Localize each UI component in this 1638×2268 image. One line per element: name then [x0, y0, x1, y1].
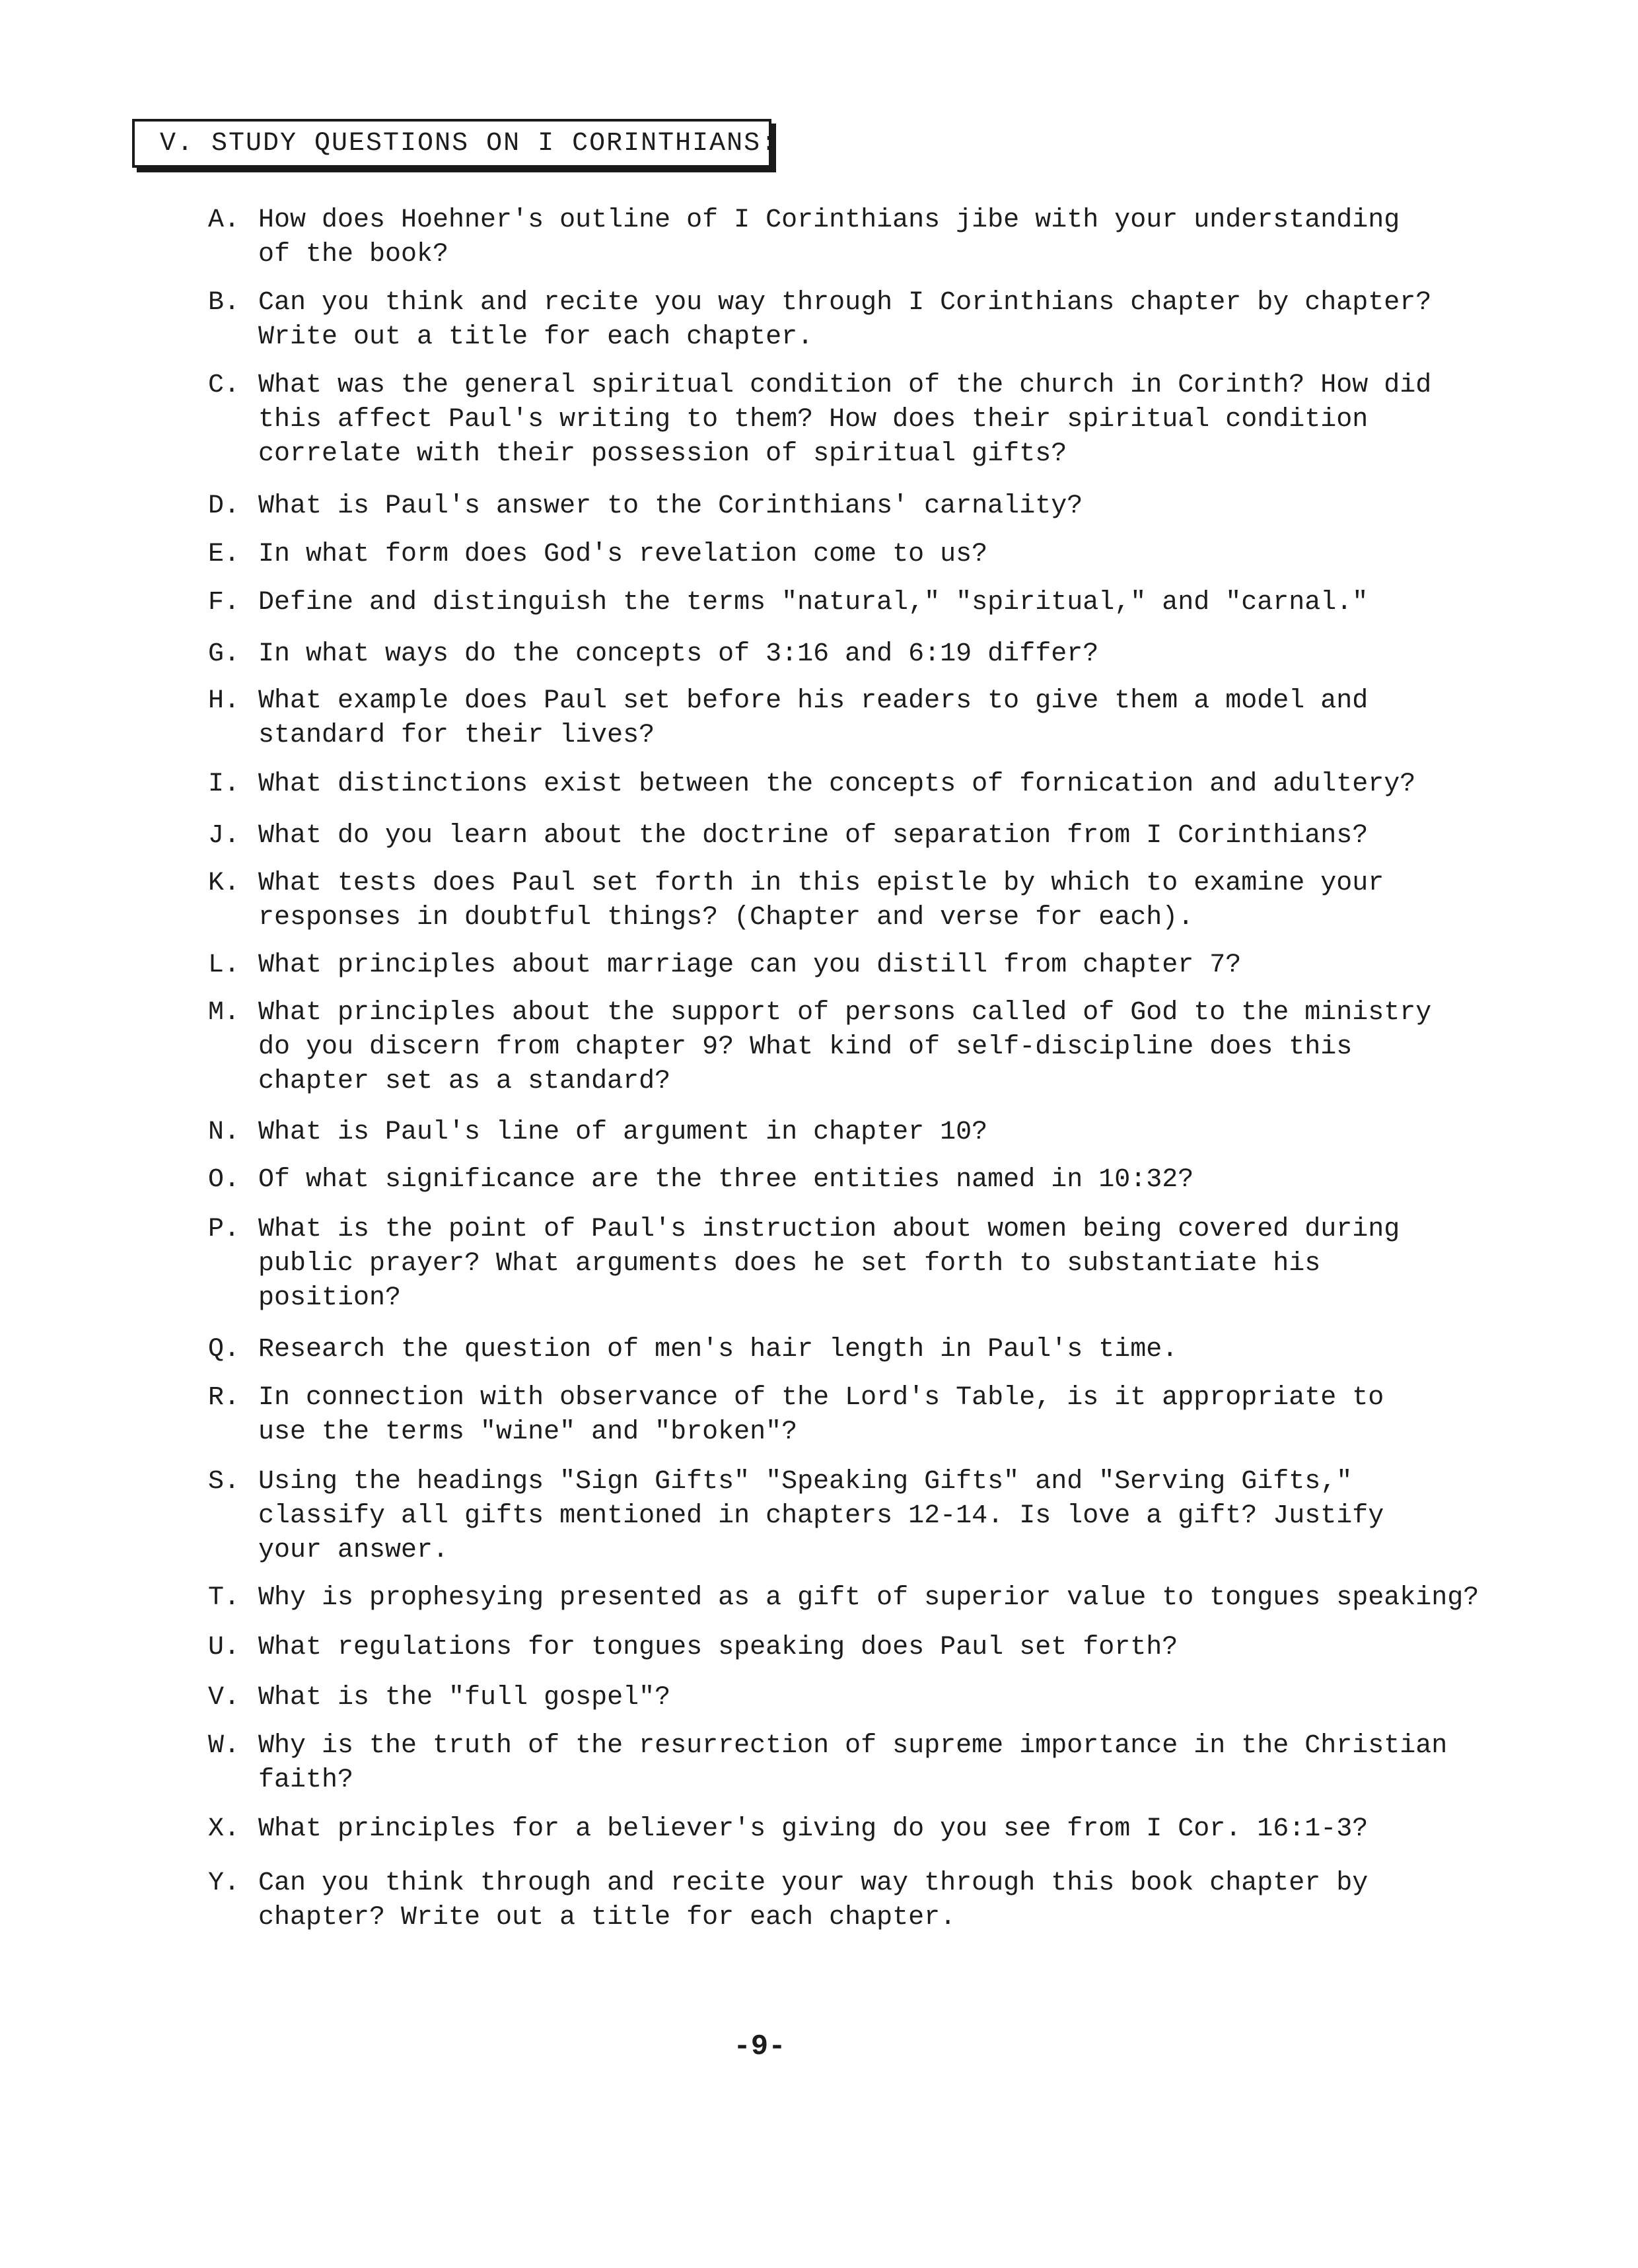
question-letter: X.	[208, 1814, 240, 1844]
question-text: In what ways do the concepts of 3:16 and 6:19 differ?	[258, 639, 1099, 669]
question-letter: H.	[208, 686, 240, 716]
question-text: What regulations for tongues speaking does Paul set forth?	[258, 1633, 1178, 1662]
question-text: What do you learn about the doctrine of separation from I Corinthians?	[258, 821, 1369, 851]
question-item	[208, 684, 1522, 753]
section-title: V. STUDY QUESTIONS ON I CORINTHIANS:	[160, 128, 779, 159]
question-letter: E.	[208, 540, 240, 569]
question-letter: A.	[208, 205, 240, 235]
question-text: How does Hoehner's outline of I Corinthians jibe with your understanding of the book?	[258, 205, 1400, 269]
question-text: What principles about marriage can you distill from chapter 7?	[258, 950, 1242, 980]
question-item	[208, 1213, 1522, 1316]
question-text: What was the general spiritual condition of the church in Corinth? How did this affect Paul's writing to them? How does their spiritual condition correlate with their possession of spiritual gifts?	[258, 371, 1432, 469]
question-item	[208, 1581, 1522, 1615]
question-item	[208, 1681, 1522, 1715]
question-letter: U.	[208, 1633, 240, 1662]
question-item	[208, 1116, 1522, 1150]
question-letter: Y.	[208, 1868, 240, 1898]
question-letter: V.	[208, 1683, 240, 1713]
question-text: What is the point of Paul's instruction about women being covered during public prayer? What arguments does he set forth to substantiate his position?	[258, 1215, 1400, 1313]
question-item	[208, 489, 1522, 524]
question-letter: K.	[208, 868, 240, 898]
question-item	[208, 1631, 1522, 1665]
question-text: Using the headings "Sign Gifts" "Speaking Gifts" and "Serving Gifts," classify all gifts mentioned in chapters 12-14. Is love a gift? Justify your answer.	[258, 1467, 1384, 1565]
question-item	[208, 996, 1522, 1099]
question-item	[208, 767, 1522, 802]
question-item	[208, 1381, 1522, 1450]
question-text: Of what significance are the three entities named in 10:32?	[258, 1165, 1194, 1195]
question-text: What principles for a believer's giving do you see from I Cor. 16:1-3?	[258, 1814, 1369, 1844]
question-item	[208, 586, 1522, 620]
question-text: Why is the truth of the resurrection of supreme importance in the Christian faith?	[258, 1731, 1448, 1795]
question-text: What example does Paul set before his readers to give them a model and standard for their lives?	[258, 686, 1369, 750]
question-item	[208, 1163, 1522, 1197]
question-letter: N.	[208, 1117, 240, 1147]
question-letter: I.	[208, 769, 240, 799]
question-letter: F.	[208, 588, 240, 618]
question-text: What is Paul's answer to the Corinthians' carnality?	[258, 491, 1083, 521]
question-letter: J.	[208, 821, 240, 851]
question-item	[208, 203, 1522, 272]
question-letter: D.	[208, 491, 240, 521]
question-letter: S.	[208, 1467, 240, 1497]
question-letter: C.	[208, 371, 240, 400]
question-item	[208, 369, 1522, 472]
question-letter: T.	[208, 1583, 240, 1613]
question-item	[208, 538, 1522, 572]
question-item	[208, 1729, 1522, 1798]
question-item	[208, 1465, 1522, 1568]
question-letter: G.	[208, 639, 240, 669]
question-letter: M.	[208, 998, 240, 1028]
question-item	[208, 1812, 1522, 1847]
question-item	[208, 1333, 1522, 1367]
question-letter: L.	[208, 950, 240, 980]
question-text: Research the question of men's hair length in Paul's time.	[258, 1335, 1178, 1364]
question-letter: Q.	[208, 1335, 240, 1364]
question-letter: R.	[208, 1383, 240, 1413]
question-text: What distinctions exist between the concepts of fornication and adultery?	[258, 769, 1416, 799]
question-letter: B.	[208, 288, 240, 318]
page-number: -9-	[733, 2030, 786, 2063]
question-text: Why is prophesying presented as a gift of superior value to tongues speaking?	[258, 1583, 1479, 1613]
question-text: What is the "full gospel"?	[258, 1683, 671, 1713]
question-letter: O.	[208, 1165, 240, 1195]
question-item	[208, 819, 1522, 853]
question-item	[208, 867, 1522, 935]
question-text: Can you think through and recite your way through this book chapter by chapter? Write out a title for each chapter.	[258, 1868, 1369, 1932]
question-text: Define and distinguish the terms "natural," "spiritual," and "carnal."	[258, 588, 1369, 618]
question-text: Can you think and recite you way through I Corinthians chapter by chapter? Write out a title for each chapter.	[258, 288, 1432, 352]
question-item	[208, 286, 1522, 355]
question-letter: P.	[208, 1215, 240, 1244]
question-text: What is Paul's line of argument in chapter 10?	[258, 1117, 988, 1147]
question-item	[208, 1866, 1522, 1935]
question-letter: W.	[208, 1731, 240, 1761]
question-item	[208, 948, 1522, 983]
question-text: What principles about the support of persons called of God to the ministry do you discern from chapter 9? What kind of self-discipline does this chapter set as a standard?	[258, 998, 1432, 1096]
question-text: What tests does Paul set forth in this epistle by which to examine your responses in doubtful things? (Chapter and verse for each).	[258, 868, 1384, 933]
question-text: In what form does God's revelation come to us?	[258, 540, 988, 569]
question-item	[208, 637, 1522, 672]
question-text: In connection with observance of the Lord's Table, is it appropriate to use the terms "wine" and "broken"?	[258, 1383, 1384, 1447]
